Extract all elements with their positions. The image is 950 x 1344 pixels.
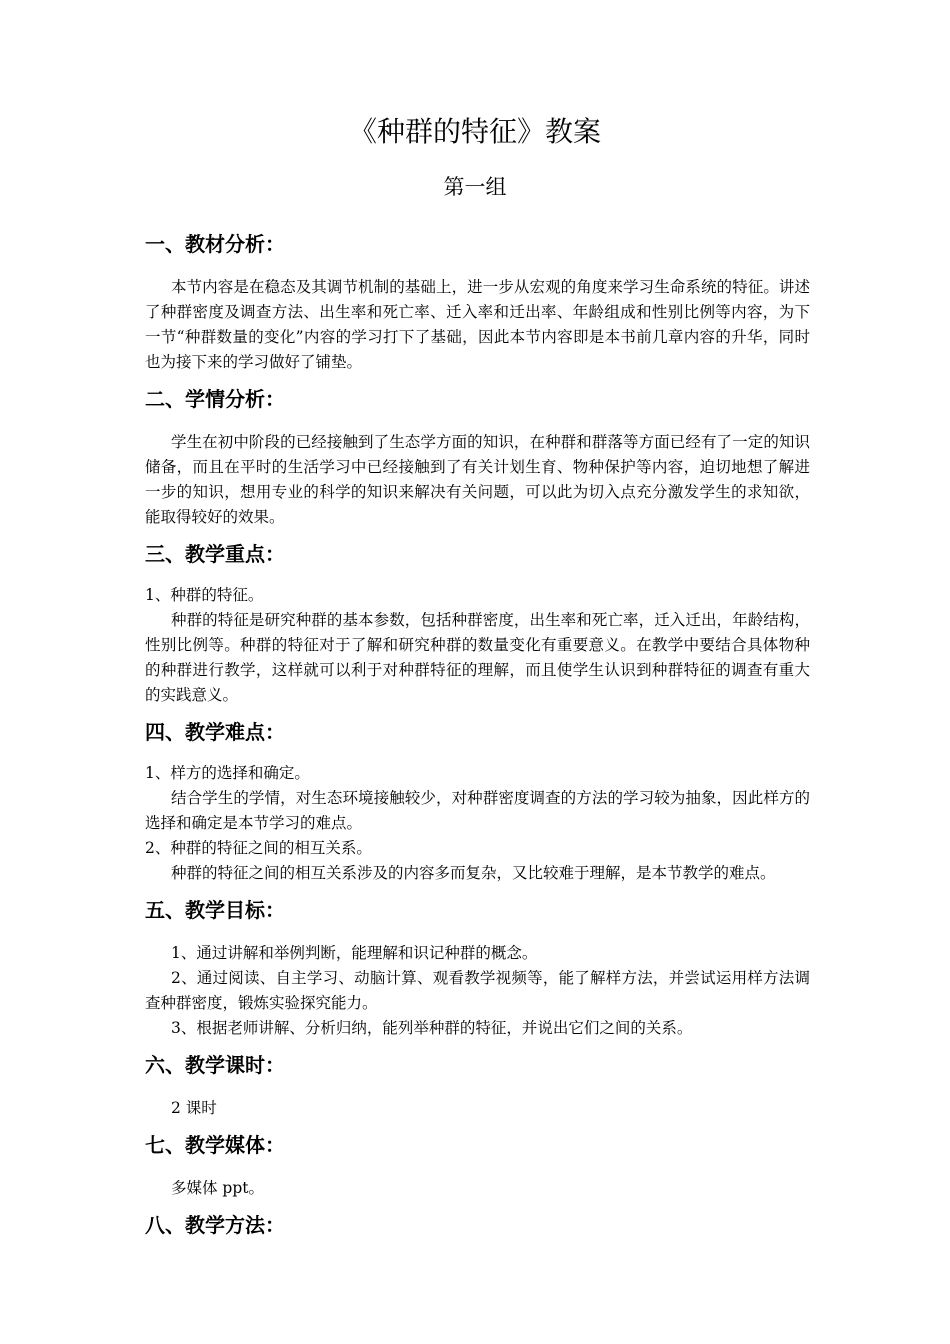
document-body — [145, 220, 810, 1240]
section-paragraph: 种群的特征是研究种群的基本参数，包括种群密度，出生率和死亡率，迁入迁出，年龄结构，性别比例等。种群的特征对于了解和研究种群的数量变化有重要意义。在教学中要结合具体物种的种群进行教学，这样就可以利于对种群特征的理解，而且使学生认识到种群特征的调查有重大的实践意义。 — [145, 611, 810, 704]
section-class-hours — [145, 1050, 810, 1121]
document-title: 《种群的特征》教案 — [348, 115, 601, 148]
section-paragraph: 本节内容是在稳态及其调节机制的基础上，进一步从宏观的角度来学习生命系统的特征。讲述了种群密度及调查方法、出生率和死亡率、迁入率和迁出率、年龄组成和性别比例等内容，为下一节“种群数量的变化”内容的学习打下了基础，因此本节内容即是本书前几章内容的升华，同时也为接下来的学习做好了铺垫。 — [145, 278, 810, 371]
list-item: 1、通过讲解和举例判断，能理解和识记种群的概念。 — [171, 944, 538, 962]
list-item: 1、种群的特征。 — [145, 586, 264, 604]
section-heading: 六、教学课时： — [145, 1053, 285, 1077]
section-teaching-material-analysis — [145, 229, 810, 375]
section-heading: 二、学情分析： — [145, 387, 285, 411]
document-subtitle: 第一组 — [443, 175, 507, 199]
list-item: 2、通过阅读、自主学习、动脑计算、观看教学视频等，能了解样方法，并尝试运用样方法调查种群密度，锻炼实验探究能力。 — [145, 969, 810, 1012]
section-student-analysis — [145, 384, 810, 530]
section-heading: 五、教学目标： — [145, 898, 285, 922]
section-heading: 七、教学媒体： — [145, 1133, 285, 1157]
section-heading: 三、教学重点： — [145, 542, 285, 566]
section-paragraph: 多媒体 ppt。 — [171, 1179, 265, 1197]
section-paragraph: 结合学生的学情，对生态环境接触较少，对种群密度调查的方法的学习较为抽象，因此样方的选择和确定是本节学习的难点。 — [145, 789, 810, 832]
list-item: 3、根据老师讲解、分析归纳，能列举种群的特征，并说出它们之间的关系。 — [171, 1019, 693, 1037]
list-item: 2、种群的特征之间的相互关系。 — [145, 839, 372, 857]
section-paragraph: 2 课时 — [171, 1099, 217, 1117]
section-paragraph: 学生在初中阶段的已经接触到了生态学方面的知识，在种群和群落等方面已经有了一定的知识储备，而且在平时的生活学习中已经接触到了有关计划生育、物种保护等内容，迫切地想了解进一步的知识，想用专业的科学的知识来解决有关问题，可以此为切入点充分激发学生的求知欲，能取得较好的效果。 — [145, 433, 810, 526]
section-teaching-focus — [145, 539, 810, 708]
section-teaching-objectives — [145, 895, 810, 1041]
section-paragraph: 种群的特征之间的相互关系涉及的内容多而复杂，又比较难于理解，是本节教学的难点。 — [171, 864, 776, 882]
section-teaching-difficulty — [145, 717, 810, 886]
list-item: 1、样方的选择和确定。 — [145, 764, 310, 782]
section-teaching-media — [145, 1130, 810, 1201]
section-teaching-methods — [145, 1210, 810, 1240]
section-heading: 八、教学方法： — [145, 1213, 285, 1237]
section-heading: 一、教材分析： — [145, 232, 285, 256]
section-heading: 四、教学难点： — [145, 720, 285, 744]
